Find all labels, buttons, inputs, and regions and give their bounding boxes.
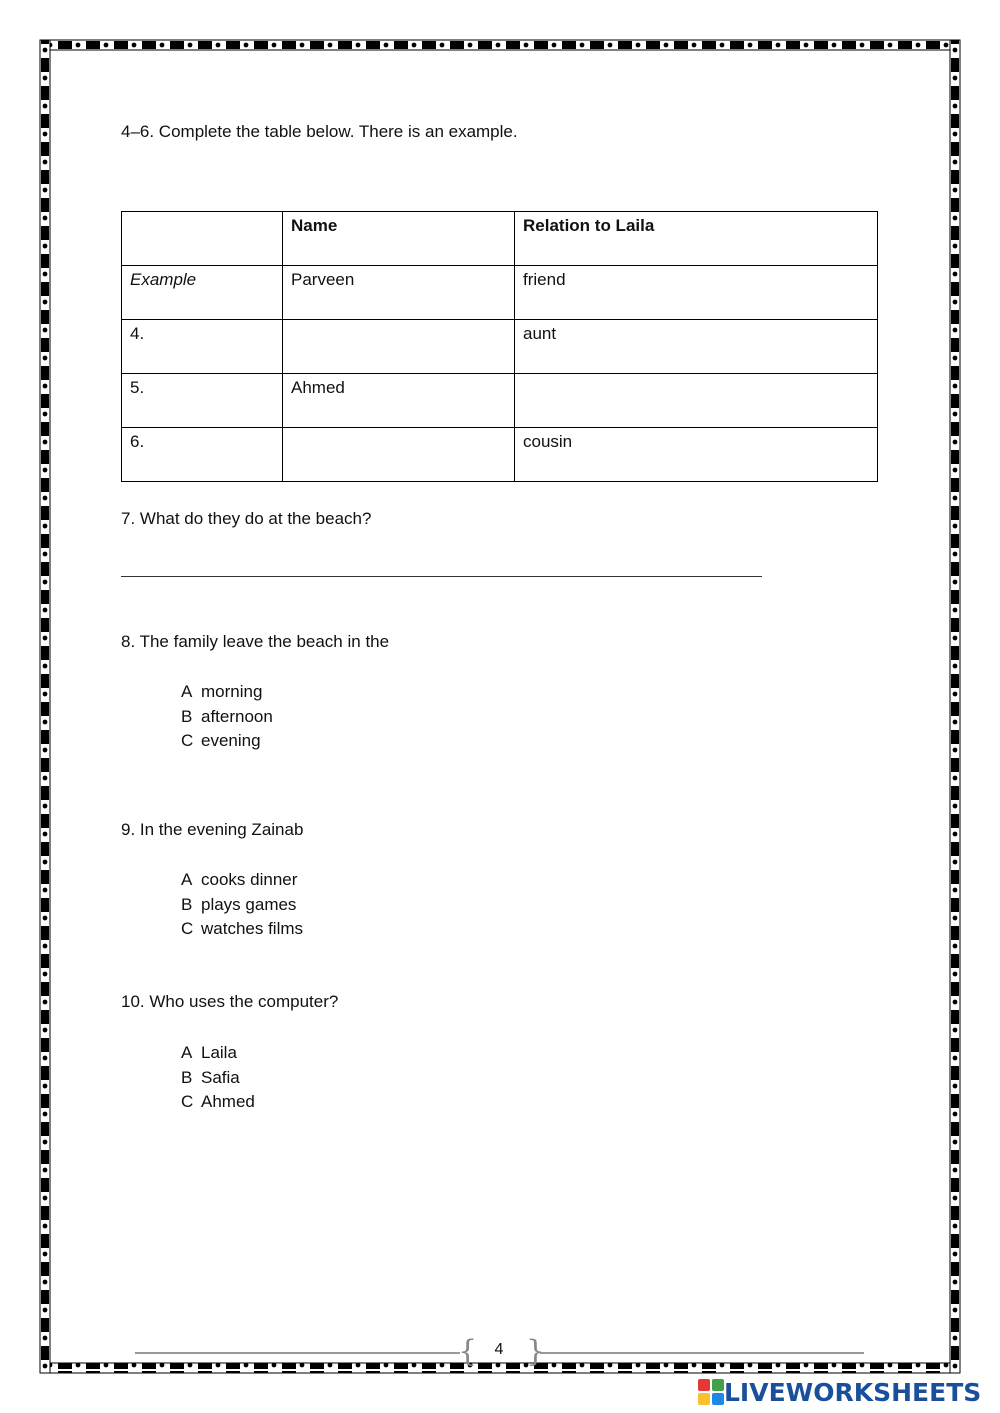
question-8: 8. The family leave the beach in the xyxy=(121,632,390,651)
options-9 xyxy=(181,868,303,942)
table-cell-name: Parveen xyxy=(283,266,515,320)
question-9: 9. In the evening Zainab xyxy=(121,820,304,839)
table-row xyxy=(122,266,878,320)
table-header-name: Name xyxy=(283,212,515,266)
table-cell-label: 5. xyxy=(122,374,283,428)
option-9-a[interactable]: A cooks dinner xyxy=(181,870,298,889)
answer-field-name[interactable] xyxy=(283,428,515,482)
table-cell-name: Ahmed xyxy=(283,374,515,428)
option-8-c[interactable]: C evening xyxy=(181,731,261,750)
page-number: 4 xyxy=(494,1341,504,1358)
options-10 xyxy=(181,1041,255,1115)
section-heading: 4–6. Complete the table below. There is an example. xyxy=(121,122,518,141)
option-8-b[interactable]: B afternoon xyxy=(181,706,273,726)
relation-table xyxy=(121,211,878,482)
footer-rule-left xyxy=(135,1352,460,1354)
table-header-cell xyxy=(122,212,283,266)
option-10-b[interactable]: B Safia xyxy=(181,1067,240,1087)
table-row xyxy=(122,320,878,374)
table-cell-relation: aunt xyxy=(515,320,878,374)
table-cell-label: 4. xyxy=(122,320,283,374)
answer-field-relation[interactable] xyxy=(515,374,878,428)
answer-line-7[interactable] xyxy=(121,576,762,577)
left-brace-icon: { xyxy=(458,1334,478,1369)
table-header-relation: Relation to Laila xyxy=(515,212,878,266)
footer-rule-right xyxy=(540,1352,864,1354)
brand-name: LIVEWORKSHEETS xyxy=(724,1377,982,1407)
answer-field-name[interactable] xyxy=(283,320,515,374)
table-row xyxy=(122,428,878,482)
option-8-a[interactable]: A morning xyxy=(181,682,263,701)
option-9-b[interactable]: B plays games xyxy=(181,894,297,914)
option-9-c[interactable]: C watches films xyxy=(181,919,304,938)
brand-logo xyxy=(698,1377,981,1407)
table-cell-relation: cousin xyxy=(515,428,878,482)
table-cell-label: Example xyxy=(122,266,283,320)
question-7: 7. What do they do at the beach? xyxy=(121,509,372,528)
table-cell-relation: friend xyxy=(515,266,878,320)
table-header-row xyxy=(122,212,878,266)
table-cell-label: 6. xyxy=(122,428,283,482)
options-8 xyxy=(181,680,273,754)
right-brace-icon: } xyxy=(526,1334,546,1369)
option-10-c[interactable]: C Ahmed xyxy=(181,1092,255,1111)
table-row xyxy=(122,374,878,428)
liveworksheets-logo-icon xyxy=(698,1379,724,1405)
option-10-a[interactable]: A Laila xyxy=(181,1043,237,1062)
question-10: 10. Who uses the computer? xyxy=(121,992,339,1011)
